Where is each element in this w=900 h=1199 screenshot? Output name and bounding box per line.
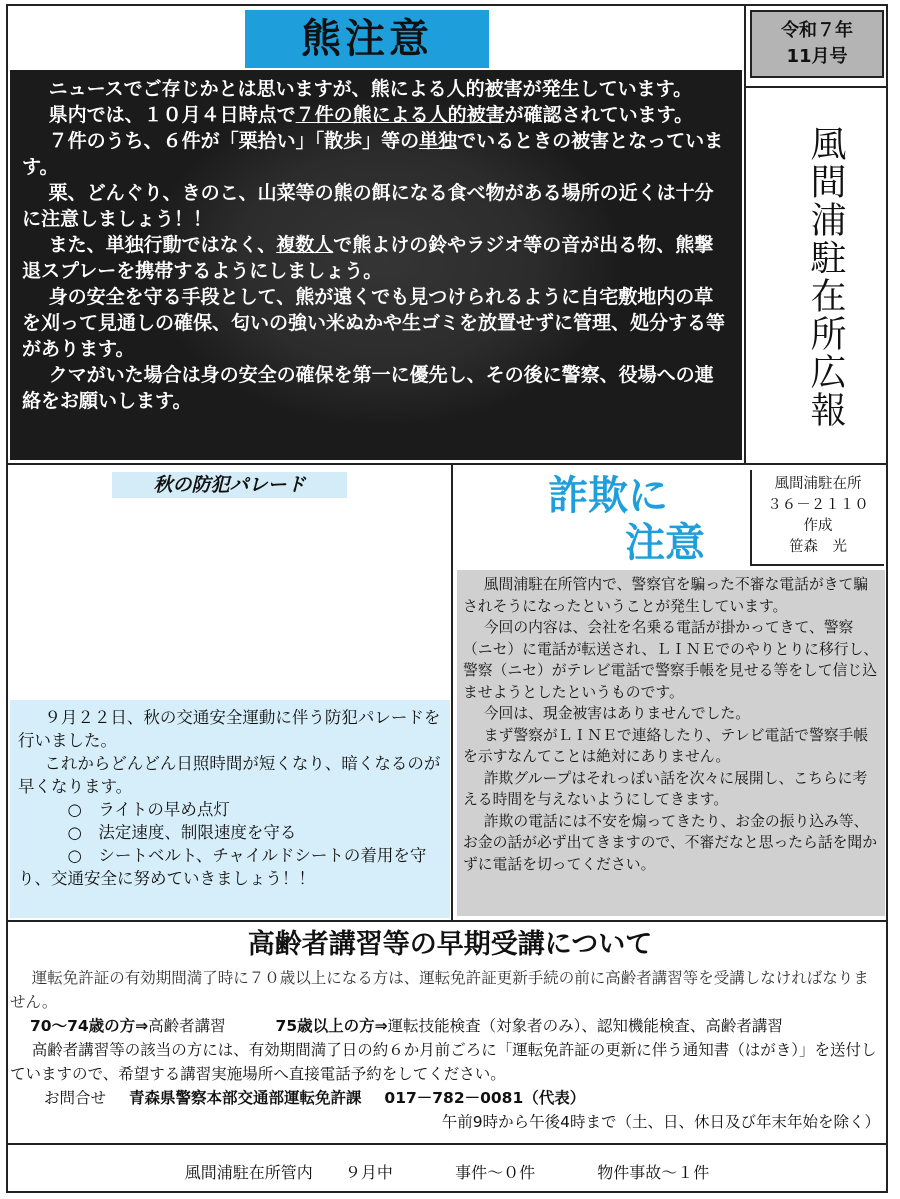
newsletter-masthead: 風間浦駐在所広報: [805, 125, 846, 429]
divider: [451, 465, 453, 920]
elderly-course-title: 高齢者講習等の早期受講について: [247, 929, 653, 960]
fraud-text-box: [457, 570, 885, 916]
divider: [6, 920, 888, 922]
footer-incidents: 事件～０件: [455, 1163, 536, 1182]
parade-paragraph: これからどんどん日照時間が短くなり、暗くなるのが早くなります。: [18, 754, 441, 796]
fraud-paragraph: 今回は、現金被害はありませんでした。: [483, 705, 751, 722]
footer-month: ９月中: [344, 1163, 393, 1182]
divider: [744, 86, 888, 88]
contact-box: [750, 470, 884, 566]
parade-text-box: [10, 700, 450, 918]
elderly-intro: 運転免許証の有効期間満了時に７０歳以上になる方は、運転免許証更新手続の前に高齢者講習等を受講しなければなりません。: [10, 969, 869, 1011]
fraud-paragraph: 風間浦駐在所管内で、警察官を騙った不審な電話がきて騙されそうになったということが発生しています。: [463, 576, 869, 615]
elderly-age-groups: 70～74歳の方⇒高齢者講習 75歳以上の方⇒運転技能検査（対象者のみ）、認知機能検査、高齢者講習: [30, 1017, 783, 1035]
parade-bullet: ○ ライトの早め点灯: [67, 800, 230, 819]
divider: [6, 1143, 888, 1145]
monthly-statistics: [10, 1160, 884, 1186]
issue-era: 令和７年: [781, 20, 853, 41]
elderly-course-body: [10, 966, 882, 1134]
fraud-paragraph: 今回の内容は、会社を名乗る電話が掛かってきて、警察（ニセ）に電話が転送され、ＬＩＮＥでのやりとりに移行し、警察（ニセ）がテレビ電話で警察手帳を見せる等をして信じ込ませようとしたというものです。: [463, 619, 879, 701]
bear-warning-box: [10, 70, 742, 460]
bear-paragraph: クマがいた場合は身の安全の確保を第一に優先し、その後に警察、役場への連絡をお願いします。: [22, 364, 714, 412]
divider: [6, 463, 888, 465]
contact-made-label: 作成: [803, 518, 833, 534]
footer-accidents: 物件事故～１件: [597, 1163, 710, 1182]
fraud-paragraph: 詐欺の電話には不安を煽ってきたり、お金の振り込み等、お金の話が必ず出てきますので、不審だなと思ったら話を聞かずに電話を切ってください。: [463, 812, 878, 873]
contact-author: 笹森 光: [789, 539, 847, 555]
bear-paragraph: ニュースでご存じかとは思いますが、熊による人的被害が発生しています。: [48, 78, 693, 100]
bear-paragraph: 栗、どんぐり、きのこ、山菜等の熊の餌になる食べ物がある場所の近くは十分に注意しましょう！！: [22, 182, 714, 230]
elderly-notice: 高齢者講習等の該当の方には、有効期間満了日の約６か月前ごろに「運転免許証の更新に伴う通知書（はがき）」を送付していますので、希望する講習実施場所へ直接電話予約をしてください。: [10, 1041, 877, 1083]
contact-office: 風間浦駐在所: [774, 476, 862, 492]
fraud-paragraph: まず警察がＬＩＮＥで連絡したり、テレビ電話で警察手帳を示すなんてことは絶対にありません。: [463, 726, 869, 765]
bear-paragraph: また、単独行動ではなく、複数人で熊よけの鈴やラジオ等の音が出る物、熊撃退スプレーを携帯するようにしましょう。: [22, 234, 714, 282]
contact-phone: ３６－２１１０: [767, 497, 869, 513]
footer-area: 風間浦駐在所管内: [184, 1163, 313, 1182]
bear-paragraph: ７件のうち、６件が「栗拾い」「散歩」等の単独でいるときの被害となっています。: [22, 130, 724, 178]
parade-photo: [10, 502, 446, 698]
bear-paragraph: 身の安全を守る手段として、熊が遠くでも見つけられるように自宅敷地内の草を刈って見通しの確保、匂いの強い米ぬかや生ゴミを放置せずに管理、処分する等があります。: [22, 286, 726, 360]
parade-title: 秋の防犯パレード: [112, 472, 347, 498]
bear-paragraph: 県内では、１０月４日時点で７件の熊による人的被害が確認されています。: [48, 104, 694, 126]
bear-warning-title: 熊注意: [245, 10, 489, 68]
parade-paragraph: ９月２２日、秋の交通安全運動に伴う防犯パレードを行いました。: [18, 708, 441, 750]
fraud-title-line1: 詐欺に: [548, 473, 668, 519]
divider: [744, 4, 746, 465]
elderly-hours: 午前9時から午後4時まで（土、日、休日及び年末年始を除く）: [441, 1113, 880, 1131]
parade-bullet: ○ シートベルト、チャイルドシートの着用を守り、交通安全に努めていきましょう！！: [18, 846, 427, 888]
issue-month: 11月号: [786, 46, 848, 67]
fraud-title-line2: 注意: [625, 520, 705, 566]
parade-bullet: ○ 法定速度、制限速度を守る: [67, 823, 297, 842]
elderly-inquiry: お問合せ 青森県警察本部交通部運転免許課 017－782－0081（代表）: [44, 1089, 586, 1107]
issue-date-box: [750, 10, 884, 78]
fraud-paragraph: 詐欺グループはそれっぽい話を次々に展開し、こちらに考える時間を与えないようにしてきます。: [463, 769, 868, 808]
